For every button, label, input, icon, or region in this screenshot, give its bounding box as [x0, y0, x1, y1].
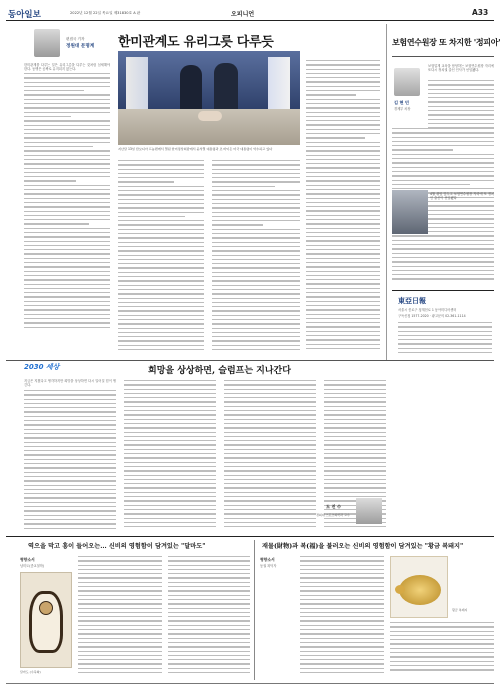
section-2030-byline-name: 도 진 수	[326, 504, 342, 509]
main-column-body-1	[24, 73, 110, 349]
ad-right-body-2	[390, 622, 494, 674]
ad-right-body-1	[300, 556, 384, 674]
byline-role: 편집국 기자	[66, 37, 85, 41]
paper-name: 동아일보	[8, 10, 41, 20]
masthead	[6, 4, 494, 20]
corner-box-body	[398, 322, 492, 356]
photo-flowers	[198, 111, 222, 121]
ad-left-body-2	[168, 556, 250, 674]
right-byline-photo	[394, 68, 420, 96]
date-line: 2022년 12월 22일 목요일 제31830호 A 판	[70, 11, 141, 15]
right-photo-caption: 4월 취임 앞두고 보험연수원장 자리에 또 정치인 출신이 선임됐다	[430, 192, 494, 201]
ad-left-author: 남미도(종교철학)	[20, 564, 45, 568]
ad-left-image	[20, 572, 72, 668]
footer-rule	[6, 683, 494, 684]
main-headline: 한미관계도 유리그릇 다루듯	[118, 35, 274, 50]
ad-left-caption: 달마도 (수묵화)	[20, 670, 41, 674]
right-headline: 보험연수원장 또 차지한 '정피아'	[392, 37, 500, 47]
main-column-body-4	[306, 60, 380, 350]
main-column-text-1: 한미관계를 다루는 일은 유리그릇을 다루는 것처럼 섬세해야 한다. 동맹은 공짜로 유지되지 않는다.	[24, 63, 110, 71]
section-2030-intro: 지금은 지쳤다고 생각하지만 희망을 상상하면 다시 일어설 힘이 생긴다.	[24, 379, 116, 387]
right-column-text: 보험업계 교육을 담당하는 보험연수원장 자리에 또다시 정치권 출신 인사가 선임됐다.	[428, 64, 494, 73]
section-2030-byline-role: 경희대 스포츠의학과 교수	[316, 513, 350, 517]
ad-left-body-1	[78, 556, 162, 674]
byline-name: 정원대 문명계	[66, 44, 95, 49]
corner-box-address: 서울시 종로구 청계천로 1 동아미디어센터	[398, 308, 457, 312]
section-2030-body-3	[224, 380, 316, 530]
main-photo-caption: 지난달 13일 캄보디아 프놈펜에서 열린 한미정상회담에서 윤석열 대통령과 조 바이든 미국 대통령이 악수하고 있다	[118, 147, 273, 151]
main-column-body-2	[118, 160, 204, 350]
photo-person-left	[180, 65, 202, 111]
masthead-rule	[6, 20, 494, 21]
corner-box-rule	[392, 290, 494, 291]
section-2030-rule	[6, 360, 494, 361]
main-column-body-3	[212, 160, 300, 350]
ad-divider	[254, 540, 255, 680]
column-divider	[386, 24, 387, 360]
corner-box-phone: 구독신청 1577-2020 · 광고문의 02-361-1114	[398, 314, 466, 318]
ad-right-caption: 황금 복돼지	[452, 608, 468, 612]
photo-person-right	[214, 63, 238, 111]
corner-box-paper: 東亞日報	[398, 296, 426, 305]
byline-photo	[34, 29, 60, 57]
ad-section-rule	[6, 536, 494, 537]
section-2030-headline: 희망을 상상하면, 슬럼프는 지나간다	[148, 366, 291, 376]
photo-flag-right	[268, 57, 290, 109]
section-2030-byline-photo	[356, 498, 382, 524]
ad-right-series: 형향소서	[260, 557, 275, 562]
page-number: A33	[472, 8, 489, 17]
ad-right-image	[390, 556, 448, 618]
section-2030-body-1	[24, 390, 116, 530]
right-photo	[392, 190, 428, 234]
ad-right-author: 동권 복덕자	[260, 564, 277, 568]
section-2030-label: 2030 세상	[24, 363, 60, 371]
photo-flag-left	[126, 57, 148, 109]
main-photo	[118, 51, 300, 145]
ad-right-headline: 재물(財物)과 복(福)을 불러오는 신비의 영험함이 담겨있는 "황금 복돼지"	[262, 543, 464, 550]
golden-pig-snout	[395, 585, 405, 594]
ad-left-headline: 역으을 막고 흥이 들어오는... 신비의 영험함이 담겨있는 "달마도"	[28, 543, 206, 550]
ad-left-series: 형향소서	[20, 557, 35, 562]
right-byline-role: 경제부 차장	[394, 107, 411, 111]
section-2030-body-2	[124, 380, 216, 530]
section-label: 오피니언	[231, 11, 255, 18]
right-headline-rule	[392, 56, 494, 57]
dharma-face	[39, 601, 53, 615]
golden-pig-body	[399, 575, 441, 605]
right-byline-name: 김 현 민	[394, 100, 410, 105]
right-column-body-1	[428, 80, 494, 128]
